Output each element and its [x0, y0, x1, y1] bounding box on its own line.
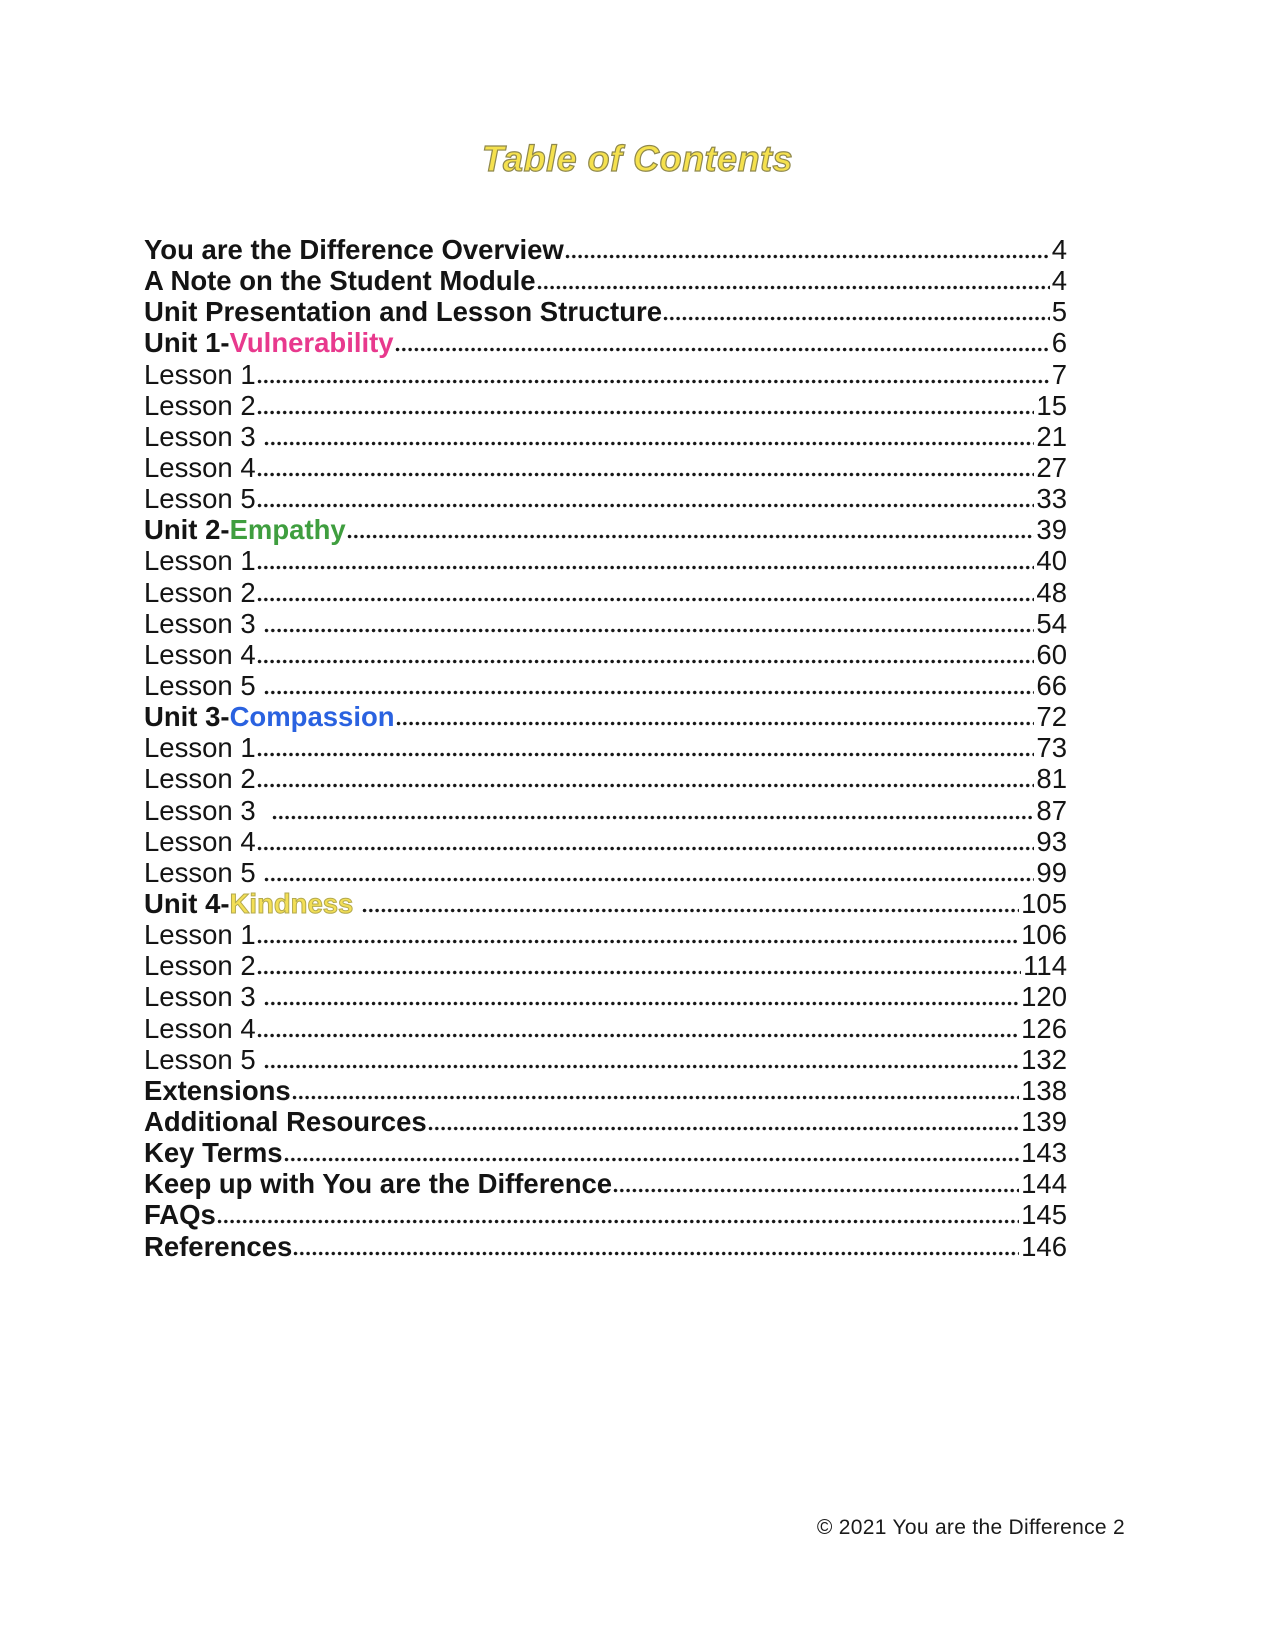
dot-leader [264, 1064, 1019, 1069]
dot-leader [257, 503, 1035, 508]
dot-leader [257, 970, 1022, 975]
toc-entry-page: 27 [1036, 451, 1067, 483]
dot-leader [272, 815, 1035, 820]
toc-entry [144, 732, 1067, 763]
toc-entry [144, 1137, 1067, 1168]
toc-entry-page: 114 [1023, 950, 1067, 982]
dot-leader [257, 1033, 1019, 1038]
toc-entry-label [144, 888, 361, 920]
page-title: Table of Contents [481, 138, 794, 179]
toc-entry [144, 390, 1067, 421]
toc-entry-label: Lesson 1 [144, 919, 256, 951]
toc-entry-page: 87 [1036, 794, 1067, 826]
toc-entry-page: 144 [1021, 1168, 1067, 1200]
toc-entry [144, 1106, 1067, 1137]
toc-entry [144, 826, 1067, 857]
dot-leader [257, 752, 1035, 757]
dot-leader [293, 1251, 1019, 1256]
toc-entry-page: 33 [1036, 483, 1067, 515]
toc-entry-page: 39 [1036, 514, 1067, 546]
unit-prefix: Unit 1- [144, 327, 230, 359]
toc-entry-label: Lesson 4 [144, 1012, 256, 1044]
toc-entry [144, 483, 1067, 514]
toc-entry [144, 763, 1067, 794]
toc-entry-label: Lesson 1 [144, 732, 256, 764]
unit-prefix: Unit 2- [144, 514, 230, 546]
toc-entry-label: Lesson 2 [144, 576, 256, 608]
toc-entry-page: 4 [1051, 234, 1067, 265]
toc-entry-label: Unit Presentation and Lesson Structure [144, 296, 663, 328]
toc-entry-page: 54 [1036, 607, 1067, 639]
toc-entry-label: Lesson 3 [144, 607, 264, 639]
toc-entry-page: 120 [1021, 981, 1067, 1013]
toc-entry-label: Lesson 4 [144, 825, 256, 857]
dot-leader [264, 628, 1034, 633]
toc-entry-label: Lesson 5 [144, 669, 264, 701]
dot-leader [257, 472, 1035, 477]
toc-entry-page: 146 [1021, 1230, 1067, 1262]
toc-entry [144, 1013, 1067, 1044]
toc-entry-page: 4 [1051, 265, 1067, 297]
toc-entry-page: 138 [1021, 1074, 1067, 1106]
dot-leader [537, 285, 1050, 290]
dot-leader [362, 908, 1019, 913]
toc-entry-page: 40 [1036, 545, 1067, 577]
toc-entry-label: Lesson 5 [144, 1043, 264, 1075]
toc-entry-label: Lesson 2 [144, 950, 256, 982]
toc-entry-page: 126 [1021, 1012, 1067, 1044]
toc-entry [144, 1199, 1067, 1230]
dot-leader [428, 1126, 1019, 1131]
toc-entry [144, 545, 1067, 576]
toc-entry [144, 452, 1067, 483]
toc-entry-label [144, 701, 395, 733]
toc-entry-label: Lesson 2 [144, 763, 256, 795]
toc-entry-page: 73 [1036, 732, 1067, 764]
unit-prefix: Unit 4- [144, 887, 230, 919]
dot-leader [347, 534, 1035, 539]
toc-entry-page: 66 [1036, 669, 1067, 701]
toc-entry [144, 1044, 1067, 1075]
dot-leader [264, 877, 1034, 882]
toc-entry [144, 234, 1067, 265]
dot-leader [663, 316, 1050, 321]
toc-entry-label: Lesson 3 [144, 981, 264, 1013]
toc-entry [144, 857, 1067, 888]
unit-prefix: Unit 3- [144, 701, 230, 733]
dot-leader [396, 721, 1035, 726]
toc-entry-page: 48 [1036, 576, 1067, 608]
toc-entry [144, 950, 1067, 981]
toc-entry-page: 7 [1051, 358, 1067, 390]
toc-entry-page: 106 [1021, 919, 1067, 951]
dot-leader [217, 1219, 1019, 1224]
toc-entry-label: Lesson 5 [144, 856, 264, 888]
unit-name: Empathy [229, 514, 346, 546]
toc-entry-label: You are the Difference Overview [144, 234, 564, 265]
toc-entry-label: Lesson 3 [144, 420, 264, 452]
toc-entry-label: Lesson 3 [144, 794, 271, 826]
toc-entry-label: Lesson 2 [144, 389, 256, 421]
toc-entry [144, 1075, 1067, 1106]
toc-entry [144, 296, 1067, 327]
dot-leader [257, 410, 1035, 415]
dot-leader [613, 1188, 1019, 1193]
toc-entry-label: A Note on the Student Module [144, 265, 536, 297]
toc-entry-label: Lesson 4 [144, 638, 256, 670]
toc-entry-label: FAQs [144, 1199, 216, 1231]
dot-leader [264, 690, 1034, 695]
toc-entry [144, 327, 1067, 358]
table-of-contents [144, 234, 1067, 1262]
toc-entry [144, 888, 1067, 919]
dot-leader [395, 347, 1050, 352]
toc-entry-page: 145 [1021, 1199, 1067, 1231]
toc-entry-page: 5 [1051, 296, 1067, 328]
toc-entry [144, 670, 1067, 701]
unit-name: Kindness [229, 887, 361, 919]
toc-entry [144, 421, 1067, 452]
toc-entry-label: Additional Resources [144, 1105, 427, 1137]
toc-entry-page: 132 [1021, 1043, 1067, 1075]
toc-entry-label [144, 514, 346, 546]
dot-leader [292, 1095, 1019, 1100]
footer-copyright: © 2021 You are the Difference 2 [816, 1516, 1125, 1539]
toc-entry-label [144, 327, 394, 359]
unit-name: Compassion [229, 701, 395, 733]
dot-leader [257, 597, 1035, 602]
toc-entry-page: 6 [1051, 327, 1067, 359]
dot-leader [565, 254, 1050, 259]
toc-entry-label: Extensions [144, 1074, 291, 1106]
toc-entry [144, 608, 1067, 639]
toc-entry [144, 577, 1067, 608]
toc-entry [144, 265, 1067, 296]
dot-leader [257, 379, 1050, 384]
toc-entry-label: Lesson 1 [144, 545, 256, 577]
toc-entry [144, 981, 1067, 1012]
toc-entry-page: 139 [1021, 1105, 1067, 1137]
toc-entry [144, 1168, 1067, 1199]
toc-entry-page: 143 [1021, 1137, 1067, 1169]
toc-entry [144, 514, 1067, 545]
dot-leader [257, 659, 1035, 664]
toc-entry-label: Lesson 4 [144, 451, 256, 483]
toc-entry-page: 21 [1036, 420, 1067, 452]
toc-entry [144, 1231, 1067, 1262]
toc-entry-page: 105 [1021, 887, 1067, 919]
dot-leader [264, 441, 1034, 446]
toc-entry-page: 93 [1036, 825, 1067, 857]
toc-entry-label: Lesson 1 [144, 358, 256, 390]
dot-leader [264, 1001, 1019, 1006]
toc-entry-label: Key Terms [144, 1137, 283, 1169]
unit-name: Vulnerability [229, 327, 394, 359]
toc-entry [144, 359, 1067, 390]
toc-entry-page: 81 [1036, 763, 1067, 795]
toc-entry [144, 701, 1067, 732]
toc-entry [144, 795, 1067, 826]
toc-entry [144, 919, 1067, 950]
dot-leader [257, 565, 1035, 570]
dot-leader [257, 846, 1035, 851]
toc-entry-label: References [144, 1230, 293, 1262]
dot-leader [284, 1157, 1020, 1162]
dot-leader [257, 939, 1019, 944]
toc-entry-label: Keep up with You are the Difference [144, 1168, 613, 1200]
toc-entry-page: 60 [1036, 638, 1067, 670]
toc-entry-label: Lesson 5 [144, 483, 256, 515]
dot-leader [257, 783, 1035, 788]
toc-entry [144, 639, 1067, 670]
toc-entry-page: 99 [1036, 856, 1067, 888]
toc-entry-page: 15 [1036, 389, 1067, 421]
toc-entry-page: 72 [1036, 701, 1067, 733]
